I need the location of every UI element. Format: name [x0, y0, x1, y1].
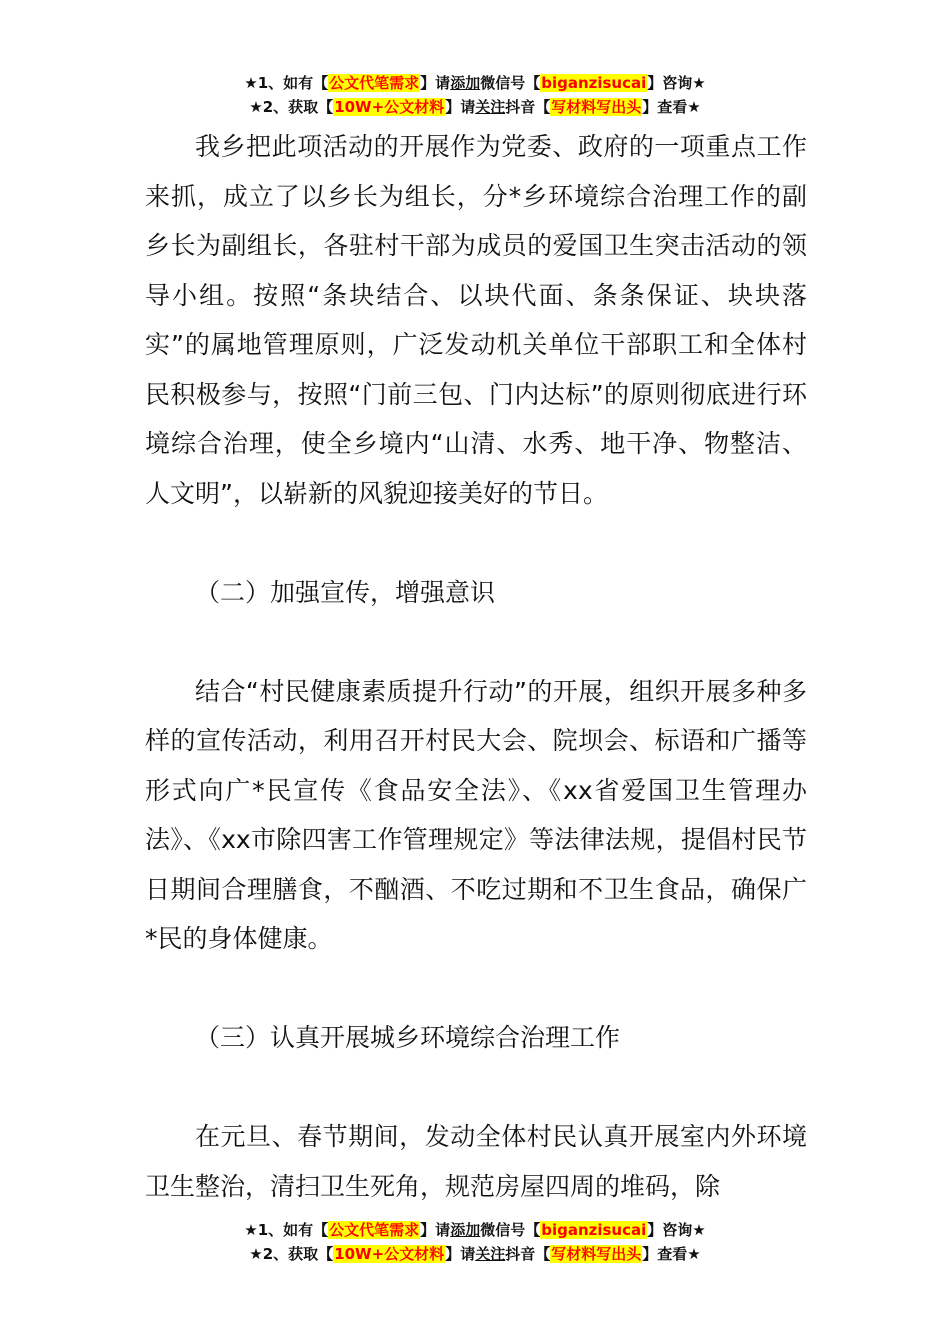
- spacer: [145, 964, 807, 1014]
- banner-text: 】请: [445, 98, 476, 116]
- banner-underline: 添加: [450, 74, 481, 92]
- banner-underline: 添加: [450, 1221, 481, 1239]
- spacer: [145, 617, 807, 667]
- banner-text: ★2、获取【: [249, 1245, 334, 1263]
- document-body: [145, 122, 807, 1211]
- banner-highlight: 10W+公文材料: [334, 98, 445, 116]
- banner-underline: 关注: [475, 98, 506, 116]
- banner-text: ★1、如有【: [244, 74, 329, 92]
- banner-text: 】咨询★: [647, 1221, 706, 1239]
- spacer: [145, 518, 807, 568]
- banner-text: 】咨询★: [647, 74, 706, 92]
- banner-text: 】查看★: [642, 98, 701, 116]
- banner-highlight: 写材料写出头: [551, 1245, 642, 1263]
- banner-text: ★2、获取【: [249, 98, 334, 116]
- banner-text: 微信号【: [480, 1221, 541, 1239]
- paragraph-3: 在元旦、春节期间，发动全体村民认真开展室内外环境卫生整治，清扫卫生死角，规范房屋四周的堆码，除: [145, 1122, 807, 1201]
- banner-highlight: 10W+公文材料: [334, 1245, 445, 1263]
- paragraph-1: 我乡把此项活动的开展作为党委、政府的一项重点工作来抓，成立了以乡长为组长，分*乡环境综合治理工作的副乡长为副组长，各驻村干部为成员的爱国卫生突击活动的领导小组。按照“条块结合、以块代面、条条保证、块块落实”的属地管理原则，广泛发动机关单位干部职工和全体村民积极参与，按照“门前三包、门内达标”的原则彻底进行环境综合治理，使全乡境内“山清、水秀、地干净、物整洁、人文明”，以崭新的风貌迎接美好的节日。: [145, 132, 807, 508]
- banner-text: 】请: [420, 1221, 451, 1239]
- banner-text: 微信号【: [480, 74, 541, 92]
- banner-text: 】查看★: [642, 1245, 701, 1263]
- banner-underline: 关注: [475, 1245, 506, 1263]
- section-heading-3: （三）认真开展城乡环境综合治理工作: [195, 1023, 621, 1052]
- banner-text: 】请: [420, 74, 451, 92]
- banner-text: 】请: [445, 1245, 476, 1263]
- banner-text: 抖音【: [505, 98, 551, 116]
- banner-highlight: biganzisucai: [541, 1221, 647, 1239]
- footer-banner: [0, 1218, 950, 1266]
- banner-highlight: 公文代笔需求: [329, 1221, 420, 1239]
- banner-text: ★1、如有【: [244, 1221, 329, 1239]
- spacer: [145, 1063, 807, 1113]
- paragraph-2: 结合“村民健康素质提升行动”的开展，组织开展多种多样的宣传活动，利用召开村民大会、院坝会、标语和广播等形式向广*民宣传《食品安全法》、《xx省爱国卫生管理办法》、《xx市除四害工作管理规定》等法律法规，提倡村民节日期间合理膳食，不酗酒、不吃过期和不卫生食品，确保广*民的身体健康。: [145, 676, 807, 953]
- banner-highlight: biganzisucai: [541, 74, 647, 92]
- banner-line-1: [0, 1218, 950, 1242]
- banner-line-1: [0, 71, 950, 95]
- banner-line-2: [0, 1242, 950, 1266]
- banner-highlight: 写材料写出头: [551, 98, 642, 116]
- header-banner: [0, 71, 950, 119]
- section-heading-2: （二）加强宣传，增强意识: [195, 577, 496, 607]
- banner-line-2: [0, 95, 950, 119]
- banner-highlight: 公文代笔需求: [329, 74, 420, 92]
- banner-text: 抖音【: [505, 1245, 551, 1263]
